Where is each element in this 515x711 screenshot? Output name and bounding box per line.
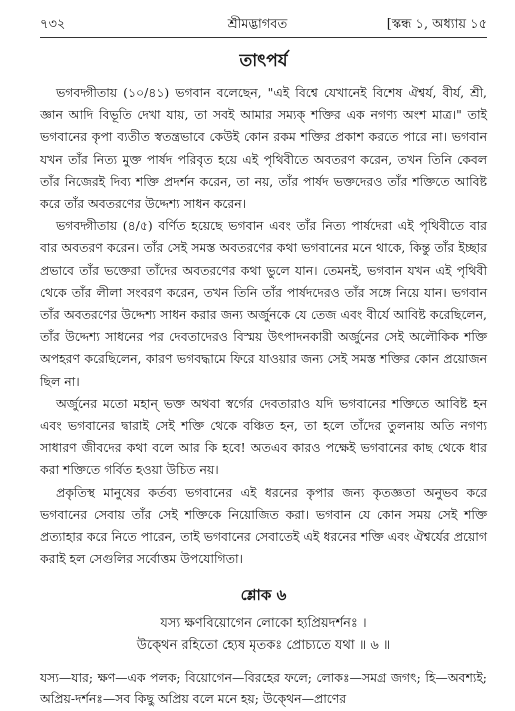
verse-heading: শ্লোক ৬: [240, 586, 287, 605]
purport-paragraph: ভগবদ্গীতায় (৪/৫) বর্ণিত হয়েছে ভগবান এবং তাঁর নিত্য পার্ষদেরা এই পৃথিবীতে বার বার অবতরণ করেন। তাঁর সেই সমস্ত অবতরণের কথা ভগবানের মনে থাকে, কিন্তু তাঁর ইচ্ছার প্রভাবে তাঁর ভক্তেরা তাঁদের অবতরণের কথা ভুলে যান। তেমনই, ভগবান যখন এই পৃথিবী থেকে তাঁর লীলা সংবরণ করেন, তখন তিনি তাঁর পার্ষদদেরও তাঁর সঙ্গে নিয়ে যান। ভগবান তাঁর অবতরণের উদ্দেশ্য সাধন করার জন্য অর্জুনকে যে তেজ এবং বীর্যে আবিষ্ট করেছিলেন, তাঁর উদ্দেশ্য সাধনের পর দেবতাদেরও বিস্ময় উৎপাদনকারী অর্জুনের সেই অলৌকিক শক্তি অপহরণ করেছিলেন, কারণ ভগবদ্ধামে ফিরে যাওয়ার জন্য সেই সমস্ত শক্তির কোন প্রয়োজন ছিল না।: [40, 218, 487, 389]
page-header: [40, 16, 487, 34]
chapter-reference: [স্কন্ধ ১, অধ্যায় ১৫: [386, 17, 487, 32]
verse-line: উক্থেন রহিতো হ্যেষ মৃতকঃ প্রোচ্যতে যথা ॥ ৬ ॥: [136, 638, 391, 654]
purport-heading: তাৎপর্য: [239, 51, 288, 71]
word-synonyms: যস্য—যার; ক্ষণ—এক পলক; বিয়োগেন—বিরহের ফলে; লোকঃ—সমগ্র জগৎ; হি—অবশ্যই; অপ্রিয়-দর্শনঃ—সব কিছু অপ্রিয় বলে মনে হয়; উক্থেন—প্রাণের: [40, 670, 487, 707]
purport-paragraph: প্রকৃতিস্থ মানুষের কর্তব্য ভগবানের এই ধরনের কৃপার জন্য কৃতজ্ঞতা অনুভব করে ভগবানের সেবায় তাঁর সেই শক্তিকে নিয়োজিত করা। ভগবান যে কোন সময় সেই শক্তি প্রত্যাহার করে নিতে পারেন, তাই ভগবানের সেবাতেই এই ধরনের শক্তি এবং ঐশ্বর্যের প্রয়োগ করাই হল সেগুলির সর্বোত্তম উপযোগিতা।: [40, 484, 487, 567]
header-rule: [40, 37, 487, 38]
purport-paragraph: ভগবদ্গীতায় (১০/৪১) ভগবান বলেছেন, "এই বিশ্বে যেখানেই বিশেষ ঐশ্বর্য, বীর্য, শ্রী, জ্ঞান আদি বিভূতি দেখা যায়, তা সবই আমার সম্যক্ শক্তির এক নগণ্য অংশ মাত্র।" তাই ভগবানের কৃপা ব্যতীত স্বতন্ত্রভাবে কেউই কোন রকম শক্তির প্রকাশ করতে পারে না। ভগবান যখন তাঁর নিত্য মুক্ত পার্ষদ পরিবৃত হয়ে এই পৃথিবীতে অবতরণ করেন, তখন তিনি কেবল তাঁর নিজেরই দিব্য শক্তি প্রদর্শন করেন, তা নয়, তাঁর পার্ষদ ভক্তদেরও তাঁর শক্তিতে আবিষ্ট করে তাঁর অবতরণের উদ্দেশ্য সাধন করেন।: [40, 85, 487, 212]
book-title: শ্রীমদ্ভাগবত: [227, 17, 288, 32]
purport-paragraph: অর্জুনের মতো মহান্ ভক্ত অথবা স্বর্গের দেবতারাও যদি ভগবানের শক্তিতে আবিষ্ট হন এবং ভগবানের দ্বারাই সেই শক্তি থেকে বঞ্চিত হন, তা হলে তাঁদের তুলনায় অতি নগণ্য সাধারণ জীবদের কথা বলে আর কি হবে! অতএব কারও পক্ষেই ভগবানের কাছ থেকে ধার করা শক্তিতে গর্বিত হওয়া উচিত নয়।: [40, 395, 487, 478]
page-number: ৭৩২: [40, 17, 66, 32]
verse-line: যস্য ক্ষণবিয়োগেন লোকো হ্যপ্রিয়দর্শনঃ ।: [160, 616, 367, 632]
